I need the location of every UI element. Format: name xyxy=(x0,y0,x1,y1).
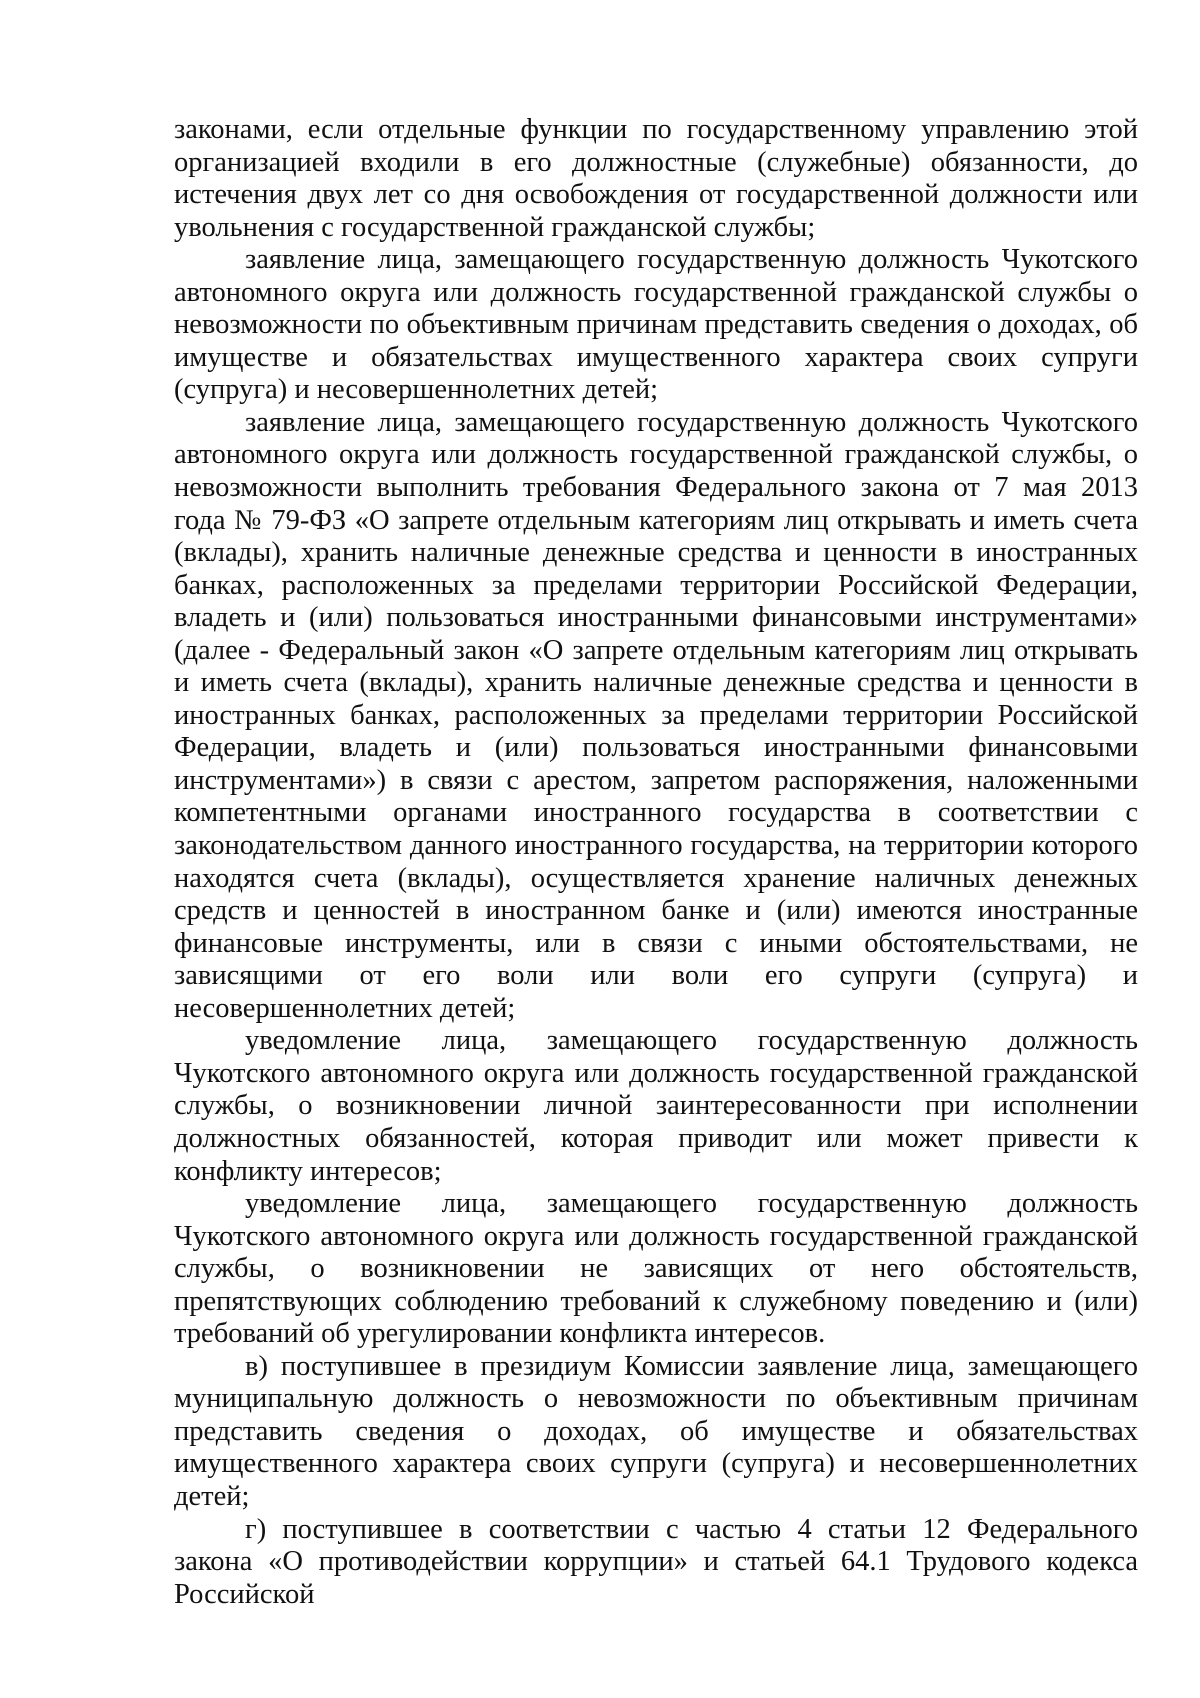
paragraph-5: уведомление лица, замещающего государственную должность Чукотского автономного округа или должность государственной гражданской службы, о возникновении не зависящих от него обстоятельств, препятствующих соблюдению требований к служебному поведению и (или) требований об урегулировании конфликта интересов. xyxy=(174,1188,1138,1350)
paragraph-7: г) поступившее в соответствии с частью 4 статьи 12 Федерального закона «О противодействии коррупции» и статьей 64.1 Трудового кодекса Российской xyxy=(174,1513,1138,1610)
paragraph-1: законами, если отдельные функции по государственному управлению этой организацией входили в его должностные (служебные) обязанности, до истечения двух лет со дня освобождения от государственной должности или увольнения с государственной гражданской службы; xyxy=(174,114,1138,243)
document-page xyxy=(174,114,1138,1611)
paragraph-4: уведомление лица, замещающего государственную должность Чукотского автономного округа или должность государственной гражданской службы, о возникновении личной заинтересованности при исполнении должностных обязанностей, которая приводит или может привести к конфликту интересов; xyxy=(174,1025,1138,1187)
paragraph-6: в) поступившее в президиум Комиссии заявление лица, замещающего муниципальную должность о невозможности по объективным причинам представить сведения о доходах, об имуществе и обязательствах имущественного характера своих супруги (супруга) и несовершеннолетних детей; xyxy=(174,1350,1138,1512)
paragraph-2: заявление лица, замещающего государственную должность Чукотского автономного округа или должность государственной гражданской службы о невозможности по объективным причинам представить сведения о доходах, об имуществе и обязательствах имущественного характера своих супруги (супруга) и несовершеннолетних детей; xyxy=(174,244,1138,406)
paragraph-3: заявление лица, замещающего государственную должность Чукотского автономного округа или должность государственной гражданской службы, о невозможности выполнить требования Федерального закона от 7 мая 2013 года № 79-ФЗ «О запрете отдельным категориям лиц открывать и иметь счета (вклады), хранить наличные денежные средства и ценности в иностранных банках, расположенных за пределами территории Российской Федерации, владеть и (или) пользоваться иностранными финансовыми инструментами» (далее - Федеральный закон «О запрете отдельным категориям лиц открывать и иметь счета (вклады), хранить наличные денежные средства и ценности в иностранных банках, расположенных за пределами территории Российской Федерации, владеть и (или) пользоваться иностранными финансовыми инструментами») в связи с арестом, запретом распоряжения, наложенными компетентными органами иностранного государства в соответствии с законодательством данного иностранного государства, на территории которого находятся счета (вклады), осуществляется хранение наличных денежных средств и ценностей в иностранном банке и (или) имеются иностранные финансовые инструменты, или в связи с иными обстоятельствами, не зависящими от его воли или воли его супруги (супруга) и несовершеннолетних детей; xyxy=(174,406,1138,1024)
